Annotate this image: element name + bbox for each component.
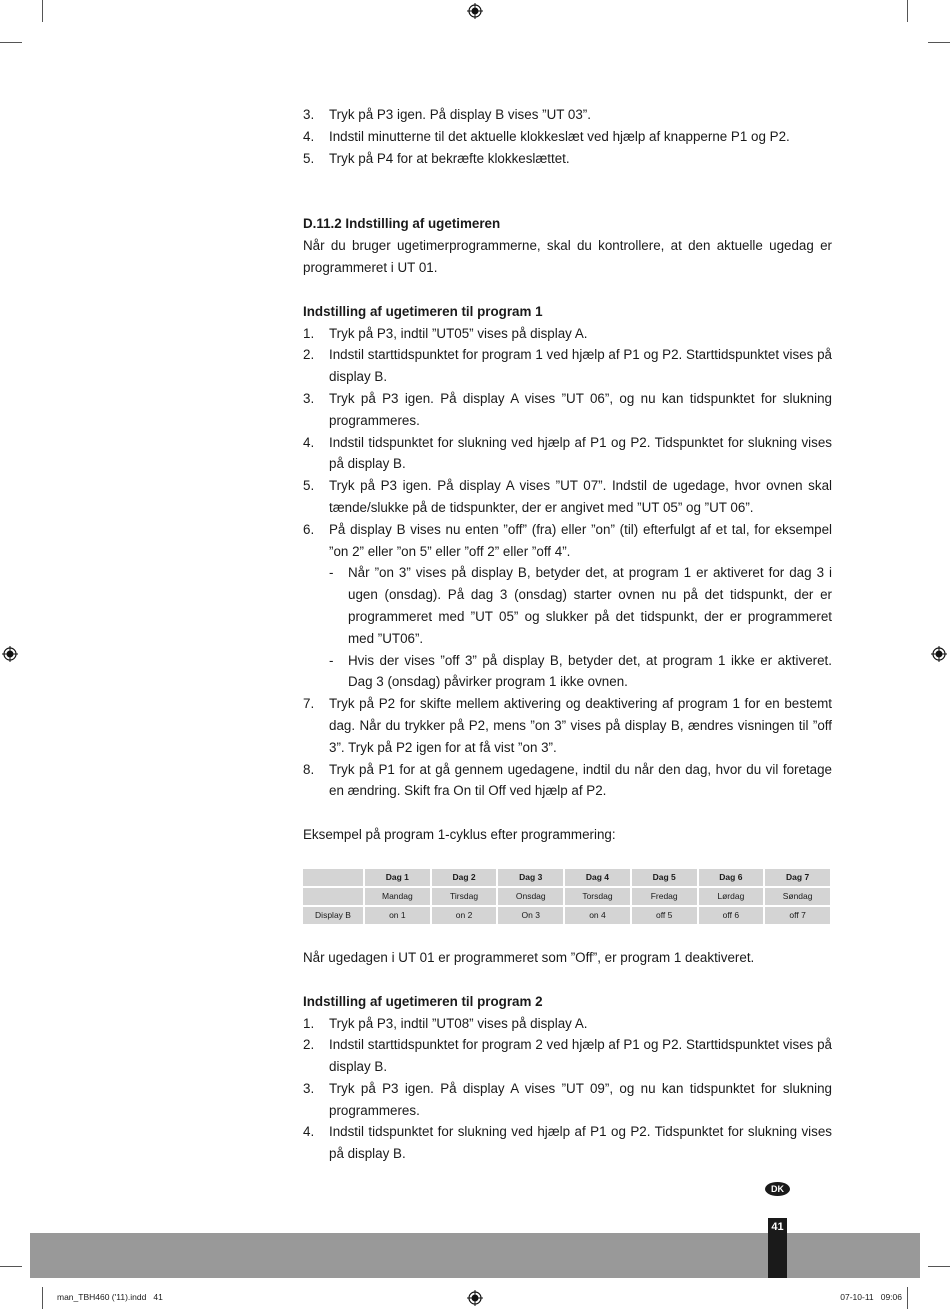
crop-mark	[907, 1287, 908, 1309]
table-cell: Tirsdag	[432, 888, 497, 905]
list-item: 7. Tryk på P2 for skifte mellem aktivering og deaktivering af program 1 for en bestemt dag. Når du trykker på P2, mens ”on 3” vises på display B, ændres visningen til ”off 3”. Tryk på P2 igen for at få vist ”on 3”.	[303, 696, 832, 755]
table-header-row	[303, 869, 830, 886]
list-item: 3. Tryk på P3 igen. På display A vises ”UT 06”, og nu kan tidspunktet for slukning programmeres.	[303, 390, 832, 428]
table-cell: Søndag	[765, 888, 830, 905]
language-badge: DK	[765, 1182, 790, 1196]
sub-list-item: - Hvis der vises ”off 3” på display B, betyder det, at program 1 ikke er aktiveret. Dag 3 (onsdag) påvirker program 1 ikke ovnen.	[329, 652, 832, 690]
table-row	[303, 907, 830, 924]
intro-steps-list	[303, 104, 832, 169]
list-item: 5. Tryk på P4 for at bekræfte klokkeslættet.	[303, 150, 570, 166]
table-cell: off 7	[765, 907, 830, 924]
list-item: 5. Tryk på P3 igen. På display A vises ”UT 07”. Indstil de ugedage, hvor ovnen skal tænde/slukke på de tidspunkter, der er angivet med ”UT 05” og ”UT 06”.	[303, 478, 832, 515]
table-cell: Mandag	[365, 888, 430, 905]
registration-mark-icon	[467, 1290, 483, 1306]
list-item: 1. Tryk på P3, indtil ”UT08” vises på display A.	[303, 1015, 588, 1031]
slug-date-time: 07-10-11 09:06	[840, 1292, 902, 1302]
list-item: 3. Tryk på P3 igen. På display B vises ”UT 03”.	[303, 107, 591, 122]
crop-mark	[907, 0, 908, 22]
table-cell: Dag 2	[432, 869, 497, 886]
slug-file-info: man_TBH460 ('11).indd 41	[57, 1292, 163, 1302]
program1-heading: Indstilling af ugetimeren til program 1	[303, 303, 543, 319]
list-item: 8. Tryk på P1 for at gå gennem ugedagene, indtil du når den dag, hvor du vil foretage en ændring. Skift fra On til Off ved hjælp af P2.	[303, 761, 832, 799]
crop-mark	[42, 0, 43, 22]
weekday-table	[301, 867, 832, 926]
table-cell: Onsdag	[498, 888, 563, 905]
page-content	[303, 104, 832, 1165]
table-cell: Dag 5	[632, 869, 697, 886]
crop-mark	[928, 42, 950, 43]
table-cell: on 2	[432, 907, 497, 924]
table-cell: Dag 1	[365, 869, 430, 886]
list-item: 4. Indstil tidspunktet for slukning ved hjælp af P1 og P2. Tidspunktet for slukning vises på display B.	[303, 434, 832, 472]
example-label: Eksempel på program 1-cyklus efter programmering:	[303, 827, 616, 843]
list-item: 2. Indstil starttidspunktet for program 1 ved hjælp af P1 og P2. Starttidspunktet vises på display B.	[303, 347, 832, 385]
table-cell: on 1	[365, 907, 430, 924]
crop-mark	[928, 1266, 950, 1267]
table-cell: On 3	[498, 907, 563, 924]
table-cell: Fredag	[632, 888, 697, 905]
program1-sub-list	[329, 562, 832, 693]
table-cell	[303, 869, 363, 886]
table-row	[303, 888, 830, 905]
registration-mark-icon	[467, 3, 483, 19]
table-cell: Torsdag	[565, 888, 630, 905]
list-item: 4. Indstil minutterne til det aktuelle klokkeslæt ved hjælp af knapperne P1 og P2.	[303, 128, 790, 144]
deactivated-note: Når ugedagen i UT 01 er programmeret som ”Off”, er program 1 deaktiveret.	[303, 949, 755, 965]
program2-steps-list	[303, 1013, 832, 1166]
table-cell: on 4	[565, 907, 630, 924]
table-cell: off 5	[632, 907, 697, 924]
table-cell: Dag 7	[765, 869, 830, 886]
list-item: 3. Tryk på P3 igen. På display A vises ”UT 09”, og nu kan tidspunktet for slukning programmeres.	[303, 1080, 832, 1118]
crop-mark	[0, 1266, 22, 1267]
list-item: 1. Tryk på P3, indtil ”UT05” vises på display A.	[303, 325, 588, 341]
crop-mark	[42, 1287, 43, 1309]
table-cell: Dag 3	[498, 869, 563, 886]
program1-steps-list	[303, 323, 832, 803]
table-cell: Dag 4	[565, 869, 630, 886]
registration-mark-icon	[931, 646, 947, 662]
section-intro: Når du bruger ugetimerprogrammerne, skal du kontrollere, at den aktuelle ugedag er programmeret i UT 01.	[303, 238, 832, 275]
table-cell: Display B	[303, 907, 363, 924]
registration-mark-icon	[2, 646, 18, 662]
table-cell: Lørdag	[699, 888, 764, 905]
list-item: 2. Indstil starttidspunktet for program 2 ved hjælp af P1 og P2. Starttidspunktet vises på display B.	[303, 1037, 832, 1075]
table-cell: Dag 6	[699, 869, 764, 886]
list-item: 4. Indstil tidspunktet for slukning ved hjælp af P1 og P2. Tidspunktet for slukning vises på display B.	[303, 1124, 832, 1162]
page-number: 41	[771, 1221, 784, 1233]
list-item: 6. På display B vises nu enten ”off” (fra) eller ”on” (til) efterfulgt af et tal, for eksempel ”on 2” eller ”on 5” eller ”off 2” eller ”off 4”. - Når ”on 3” vises på display B, betyder det, at program 1 er aktiveret for dag 3 i ugen (onsdag). På dag 3 (onsdag) starter ovnen nu på det tidspunkt, der er programmeret med ”UT 05” og slukker på det tidspunkt, der er programmeret med ”UT06”. - Hvis der vises ”off 3” på display B, betyder det, at program 1 ikke er aktiveret. Dag 3 (onsdag) påvirker program 1 ikke ovnen.	[303, 519, 832, 693]
crop-mark	[0, 42, 22, 43]
section-heading: D.11.2 Indstilling af ugetimeren	[303, 216, 501, 232]
sub-list-item: - Når ”on 3” vises på display B, betyder det, at program 1 er aktiveret for dag 3 i ugen (onsdag). På dag 3 (onsdag) starter ovnen nu på det tidspunkt, der er programmeret med ”UT 05” og slukker på det tidspunkt, der er programmeret med ”UT06”.	[329, 565, 832, 646]
table-cell	[303, 888, 363, 905]
table-cell: off 6	[699, 907, 764, 924]
program2-heading: Indstilling af ugetimeren til program 2	[303, 993, 543, 1009]
